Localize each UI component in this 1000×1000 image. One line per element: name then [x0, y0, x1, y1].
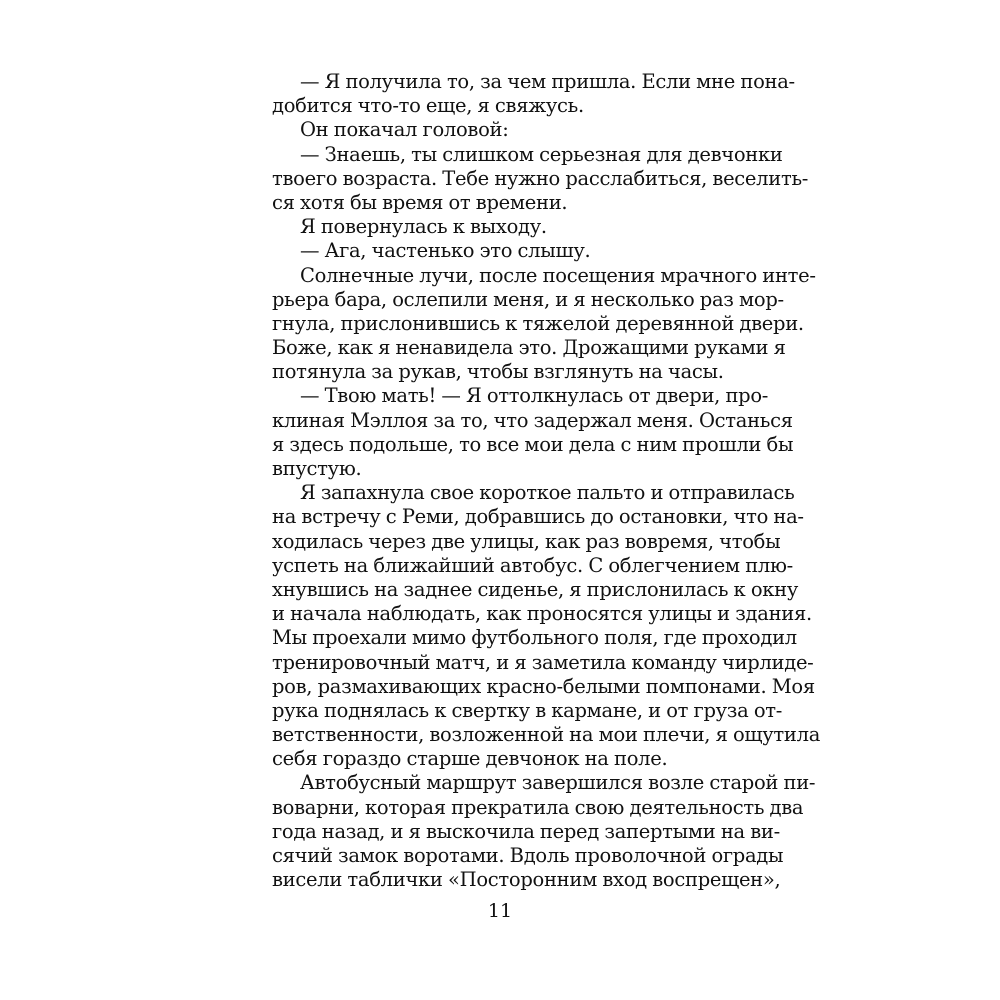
- text-line: тренировочный матч, и я заметила команду чирлиде-: [272, 650, 814, 674]
- text-line: Автобусный маршрут завершился возле старой пи-: [300, 771, 816, 795]
- text-line: ходилась через две улицы, как раз вовремя, чтобы: [272, 529, 781, 553]
- text-line: гнула, прислонившись к тяжелой деревянной двери.: [272, 311, 804, 335]
- text-line: Я запахнула свое короткое пальто и отправилась: [300, 481, 795, 505]
- text-line: себя гораздо старше девчонок на поле.: [272, 747, 668, 771]
- text-line: — Я получила то, за чем пришла. Если мне пона-: [300, 70, 795, 93]
- text-line: добится что-то еще, я свяжусь.: [272, 94, 584, 118]
- text-line: — Знаешь, ты слишком серьезная для девчонки: [300, 142, 783, 166]
- text-line: — Твою мать! — Я оттолкнулась от двери, про-: [300, 384, 769, 408]
- text-line: воварни, которая прекратила свою деятельность два: [272, 795, 804, 819]
- text-line: твоего возраста. Тебе нужно расслабиться, веселить-: [272, 166, 809, 190]
- text-line: — Ага, частенько это слышу.: [300, 239, 591, 263]
- text-line: Он покачал головой:: [300, 118, 509, 142]
- text-line: впустую.: [272, 457, 362, 480]
- text-line: висели таблички «Посторонним вход воспрещен»,: [272, 868, 781, 892]
- text-line: Я повернулась к выходу.: [300, 215, 547, 239]
- body-text: [272, 70, 821, 892]
- text-line: рука поднялась к свертку в кармане, и от груза от-: [272, 698, 783, 722]
- text-line: рьера бара, ослепили меня, и я несколько раз мор-: [272, 287, 784, 311]
- text-line: Мы проехали мимо футбольного поля, где проходил: [272, 626, 797, 650]
- page-number: 11: [487, 900, 513, 922]
- text-line: ветственности, возложенной на мои плечи, я ощутила: [272, 723, 821, 747]
- text-line: хнувшись на заднее сиденье, я прислонилась к окну: [272, 577, 799, 601]
- text-line: и начала наблюдать, как проносятся улицы и здания.: [272, 602, 812, 626]
- text-line: сячий замок воротами. Вдоль проволочной ограды: [272, 844, 784, 867]
- text-line: потянула за рукав, чтобы взглянуть на часы.: [272, 360, 724, 384]
- text-line: успеть на ближайший автобус. С облегчением плю-: [272, 553, 793, 577]
- text-line: ров, размахивающих красно-белыми помпонами. Моя: [272, 674, 815, 698]
- text-line: я здесь подольше, то все мои дела с ним прошли бы: [272, 432, 794, 456]
- text-line: года назад, и я выскочила перед запертыми на ви-: [272, 819, 780, 843]
- text-line: Боже, как я ненавидела это. Дрожащими руками я: [272, 336, 786, 360]
- text-line: ся хотя бы время от времени.: [272, 190, 568, 214]
- text-line: Солнечные лучи, после посещения мрачного инте-: [300, 263, 816, 287]
- text-line: клиная Мэллоя за то, что задержал меня. Останься: [272, 408, 793, 432]
- text-line: на встречу с Реми, добравшись до остановки, что на-: [272, 505, 804, 529]
